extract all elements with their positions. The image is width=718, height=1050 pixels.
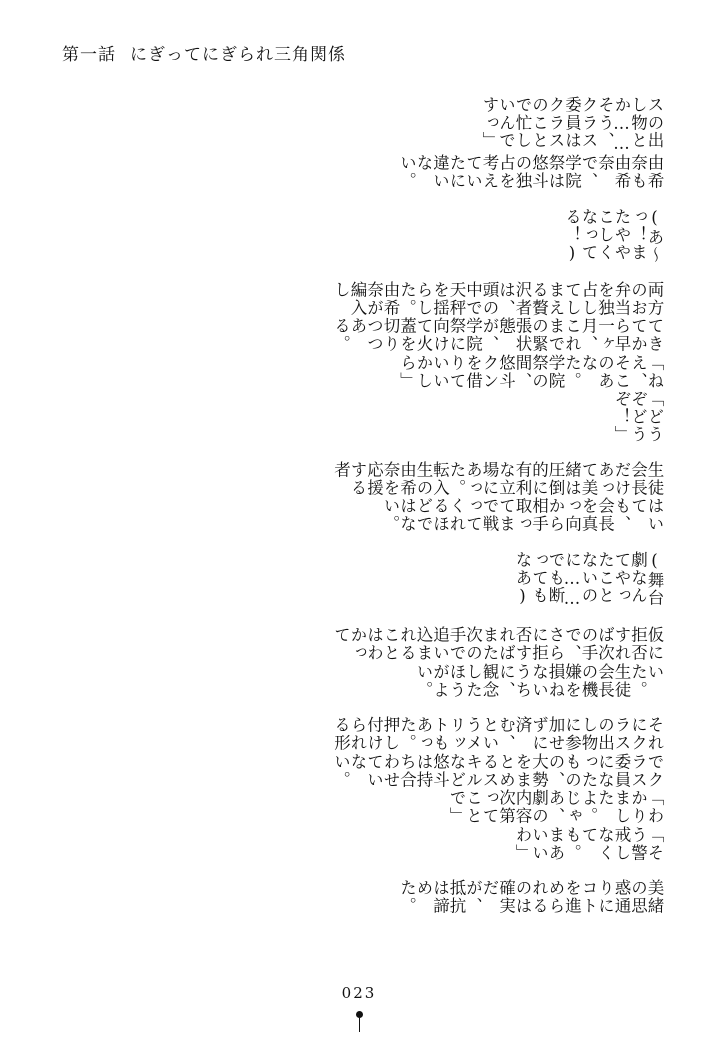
- text-column: (あ〜っ！またややこしくなってる！): [562, 207, 664, 264]
- footer-rule-ornament: [359, 1018, 360, 1032]
- text-column: 「ねえ、そこのあなた。学院祭の間、悠斗クンを借りていいかしら」: [397, 353, 664, 390]
- text-column: 両方のお弁当を独占してしまえる贅沢者は、頭の中で天秤を揺らした。由希奈が編入し: [331, 280, 664, 317]
- chapter-header: [62, 40, 346, 65]
- text-column: (舞台劇なんてやったことないのに……でも断ってもなあ): [513, 550, 664, 610]
- footer-dot-ornament: [356, 1011, 363, 1018]
- text-column: 美緒の思惑通りにコトを進められるのは確実だが、抵抗は諦めた。: [397, 879, 664, 916]
- text-column: それにクラスの出し物に参加せずに済む、というメリットもあった。押し付けられる形: [331, 716, 664, 752]
- text-column: 由希奈も由希奈で、学院祭は悠斗の独占を考えていたに違いない。: [397, 154, 664, 190]
- text-column: てきてから早一ヶ月、これまでの緊張状態が、学院祭に向けて火蓋を切りつつある。: [331, 317, 664, 353]
- text-column: はいても、会長を真っ向から相手取ってまで戦ってくれるほどではない。: [381, 497, 664, 533]
- page-footer: [0, 984, 718, 1032]
- chapter-number: 第一話: [62, 45, 116, 65]
- page-body-text: [62, 96, 662, 916]
- text-column: 生徒会長だけあって美緒は圧倒的に有利な立場にあった。転入生の由希奈を応援する者: [331, 460, 664, 497]
- text-column: いた。生徒会長の機嫌を損ねないうちに、観念したほうがよい。: [414, 662, 664, 699]
- text-column: スの出し物とか……そう、クラス委員はクラスのことで忙しいんですっ」: [480, 96, 664, 155]
- text-column: 仮に拒否すれば次の手で、さらに拒否すればまた次の手で追い込まれることはわかって: [331, 626, 664, 662]
- text-column: 「どうぞどうぞ！」: [612, 390, 664, 444]
- page-number: 023: [341, 984, 377, 1002]
- text-column: 「そう警戒しなくても。まあいいわ」: [513, 825, 664, 862]
- chapter-title: にぎってにぎられ三角関係: [130, 45, 346, 65]
- text-column: でクラス委員になったものの、大勢をまとめるスキルなど悠斗は持ち合わせていない。: [331, 752, 664, 789]
- text-column: 「わかりましたよ。じゃあ、劇の内容次第ってことで」: [447, 789, 664, 826]
